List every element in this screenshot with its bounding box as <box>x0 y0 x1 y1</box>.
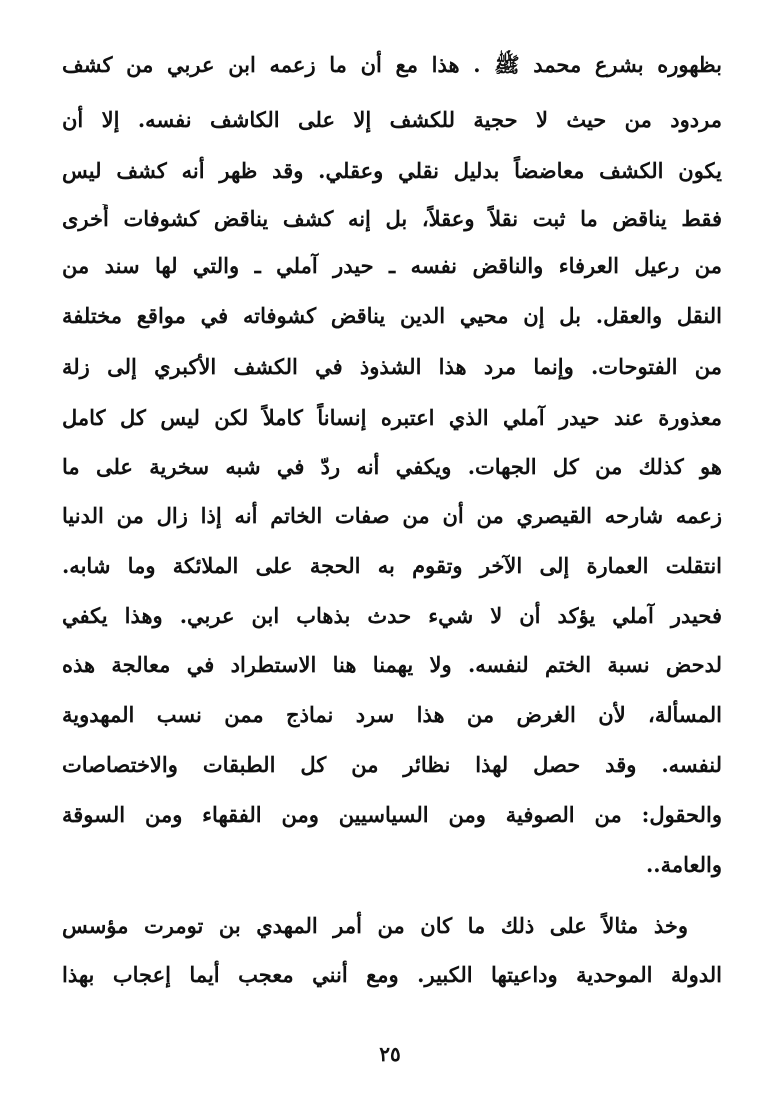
paragraph-1-line-4: فقط يناقض ما ثبت نقلاً وعقلاً، بل إنه كشف يناقض كشوفات أُخرى <box>62 206 722 231</box>
paragraph-1-line-17: والعامة.. <box>645 852 722 877</box>
paragraph-1-line-14: المسألة، لأن الغرض من هذا سرد نماذج ممن نسب المهدوية <box>62 702 722 727</box>
paragraph-2-line-1: وخذ مثالاً على ذلك ما كان من أمر المهدي بن تومرت مؤسس <box>62 913 688 938</box>
paragraph-1-line-8: معذورة عند حيدر آملي الذي اعتبره إنساناً كاملاً لكن ليس كل كامل <box>62 405 722 430</box>
page-number: ٢٥ <box>379 1042 401 1066</box>
paragraph-1-line-15: لنفسه. وقد حصل لهذا نظائر من كل الطبقات والاختصاصات <box>62 752 722 777</box>
paragraph-1-line-9: هو كذلك من كل الجهات. ويكفي أنه ردّ في شبه سخرية على ما <box>62 454 722 479</box>
paragraph-1-line-6: النقل والعقل. بل إن محيي الدين يناقض كشوفاته في مواقع مختلفة <box>62 303 722 328</box>
paragraph-1-line-1: بظهوره بشرع محمد ﷺ . هذا مع أن ما زعمه ابن عربي من كشف <box>62 52 722 77</box>
paragraph-2-line-2: الدولة الموحدية وداعيتها الكبير. ومع أنني معجب أيما إعجاب بهذا <box>62 962 722 987</box>
paragraph-1-line-2: مردود من حيث لا حجية للكشف إلا على الكاشف نفسه. إلا أن <box>62 107 722 132</box>
paragraph-1-line-7: من الفتوحات. وإنما مرد هذا الشذوذ في الكشف الأكبري إلى زلة <box>62 354 722 379</box>
paragraph-1-line-5: من رعيل العرفاء والناقض نفسه ـ حيدر آملي ـ والتي لها سند من <box>62 253 722 278</box>
paragraph-1-line-11: انتقلت العمارة إلى الآخر وتقوم به الحجة على الملائكة وما شابه. <box>62 553 722 578</box>
paragraph-1-line-12: فحيدر آملي يؤكد أن لا شيء حدث بذهاب ابن عربي. وهذا يكفي <box>62 603 722 628</box>
paragraph-1-line-16: والحقول: من الصوفية ومن السياسيين ومن الفقهاء ومن السوقة <box>62 802 722 827</box>
paragraph-1-line-13: لدحض نسبة الختم لنفسه. ولا يهمنا هنا الاستطراد في معالجة هذه <box>62 652 722 677</box>
paragraph-1-line-3: يكون الكشف معاضضاً بدليل نقلي وعقلي. وقد ظهر أنه كشف ليس <box>62 158 722 183</box>
paragraph-1-line-10: زعمه شارحه القيصري من أن من صفات الخاتم أنه إذا زال من الدنيا <box>62 503 722 528</box>
